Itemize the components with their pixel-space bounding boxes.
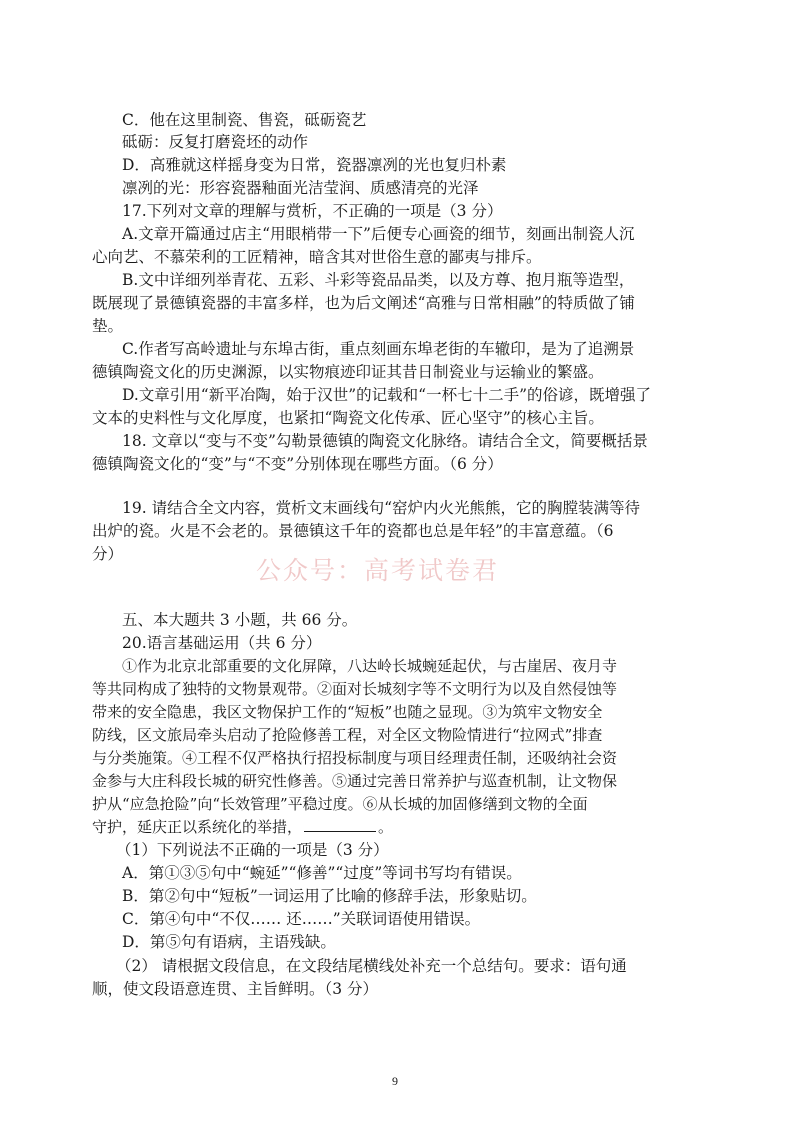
q17-stem: 17.下列对文章的理解与赏析，不正确的一项是（3 分）: [122, 202, 503, 220]
q19-line-2: 出炉的瓷。火是不会老的。景德镇这千年的瓷都也总是年轻”的丰富意蕴。（6: [92, 522, 614, 540]
q17-option-b-line-1: B.文中详细列举青花、五彩、斗彩等瓷品品类，以及方尊、抱月瓶等造型，: [122, 271, 635, 289]
answer-blank: [304, 817, 376, 832]
q20-passage-line-8-prefix: 守护，延庆正以系统化的举措，: [92, 818, 303, 836]
q18-line-1: 18. 文章以“变与不变”勾勒景德镇的陶瓷文化脉络。请结合全文，简要概括景: [122, 432, 648, 450]
q20-sub1-option-d: D．第⑤句有语病，主语残缺。: [122, 933, 336, 951]
q20-sub1-stem: （1）下列说法不正确的一项是（3 分）: [116, 841, 389, 859]
q20-passage-line-7: 护从“应急抢险”向“长效管理”平稳过度。⑥从长城的加固修缮到文物的全面: [92, 795, 588, 813]
q20-passage-line-8: [92, 816, 393, 838]
q19-line-1: 19. 请结合全文内容，赏析文末画线句“窑炉内火光熊熊，它的胸膛装满等待: [122, 499, 641, 517]
q19-line-3: 分）: [92, 545, 124, 563]
section-5-header: 五、本大题共 3 小题，共 66 分。: [122, 611, 358, 629]
q17-option-a-line-1: A.文章开篇通过店主“用眼梢带一下”后便专心画瓷的细节，刻画出制瓷人沉: [122, 225, 635, 243]
q20-sub2-line-1: （2） 请根据文段信息，在文段结尾横线处补充一个总结句。要求：语句通: [116, 957, 627, 975]
q16-option-d-note: 凛冽的光：形容瓷器釉面光洁莹润、质感清亮的光泽: [122, 179, 479, 197]
q20-passage-line-5: 与分类施策。④工程不仅严格执行招投标制度与项目经理责任制，还吸纳社会资: [92, 749, 618, 767]
q17-option-b-line-3: 垫。: [92, 317, 124, 335]
q17-option-c-line-1: C.作者写高岭遗址与东埠古街，重点刻画东埠老街的车辙印，是为了追溯景: [122, 340, 635, 358]
q16-option-c: C．他在这里制瓷、售瓷，砥砺瓷艺: [122, 111, 367, 129]
q20-sub1-option-c: C．第④句中“不仅…… 还……”关联词语使用错误。: [122, 910, 481, 928]
q17-option-d-line-2: 文本的史料性与文化厚度，也紧扣“陶瓷文化传承、匠心坚守”的核心主旨。: [92, 409, 604, 427]
page-number: 9: [392, 1074, 398, 1088]
q20-sub1-option-a: A．第①③⑤句中“蜿延”“修善”“过度”等词书写均有错误。: [122, 864, 522, 882]
q16-option-c-note: 砥砺：反复打磨瓷坯的动作: [122, 133, 309, 151]
q17-option-a-line-2: 心向艺、不慕荣利的工匠精神，暗含其对世俗生意的鄙夷与排斥。: [92, 248, 542, 266]
q20-passage-line-3: 带来的安全隐患，我区文物保护工作的“短板”也随之显现。③为筑牢文物安全: [92, 703, 603, 721]
watermark: 公众号：高考试卷君: [256, 556, 500, 585]
q20-sub1-option-b: B．第②句中“短板”一词运用了比喻的修辞手法，形象贴切。: [122, 887, 537, 905]
q20-passage-line-4: 防线，区文旅局牵头启动了抢险修善工程，对全区文物险情进行“拉网式”排查: [92, 726, 603, 744]
q18-line-2: 德镇陶瓷文化的“变”与“不变”分别体现在哪些方面。（6 分）: [92, 455, 503, 473]
q20-passage-line-6: 金参与大庄科段长城的研究性修善。⑤通过完善日常养护与巡查机制，让文物保: [92, 772, 618, 790]
q20-sub2-line-2: 顺，使文段语意连贯、主旨鲜明。（3 分）: [92, 980, 379, 998]
q17-option-d-line-1: D.文章引用“新平冶陶，始于汉世”的记载和“一杯七十二手”的俗谚，既增强了: [122, 386, 652, 404]
q16-option-d: D．高雅就这样摇身变为日常，瓷器凛冽的光也复归朴素: [122, 156, 507, 174]
q17-option-c-line-2: 德镇陶瓷文化的历史渊源，以实物痕迹印证其昔日制瓷业与运输业的繁盛。: [92, 363, 604, 381]
q20-passage-line-8-suffix: 。: [378, 818, 394, 836]
q17-option-b-line-2: 既展现了景德镇瓷器的丰富多样，也为后文阐述“高雅与日常相融”的特质做了铺: [92, 294, 635, 312]
q20-passage-line-2: 等共同构成了独特的文物景观带。②面对长城刻字等不文明行为以及自然侵蚀等: [92, 680, 618, 698]
q20-title: 20.语言基础运用（共 6 分）: [122, 634, 322, 652]
q20-passage-line-1: ①作为北京北部重要的文化屏障，八达岭长城蜿延起伏，与古崖居、夜月寺: [122, 657, 618, 675]
